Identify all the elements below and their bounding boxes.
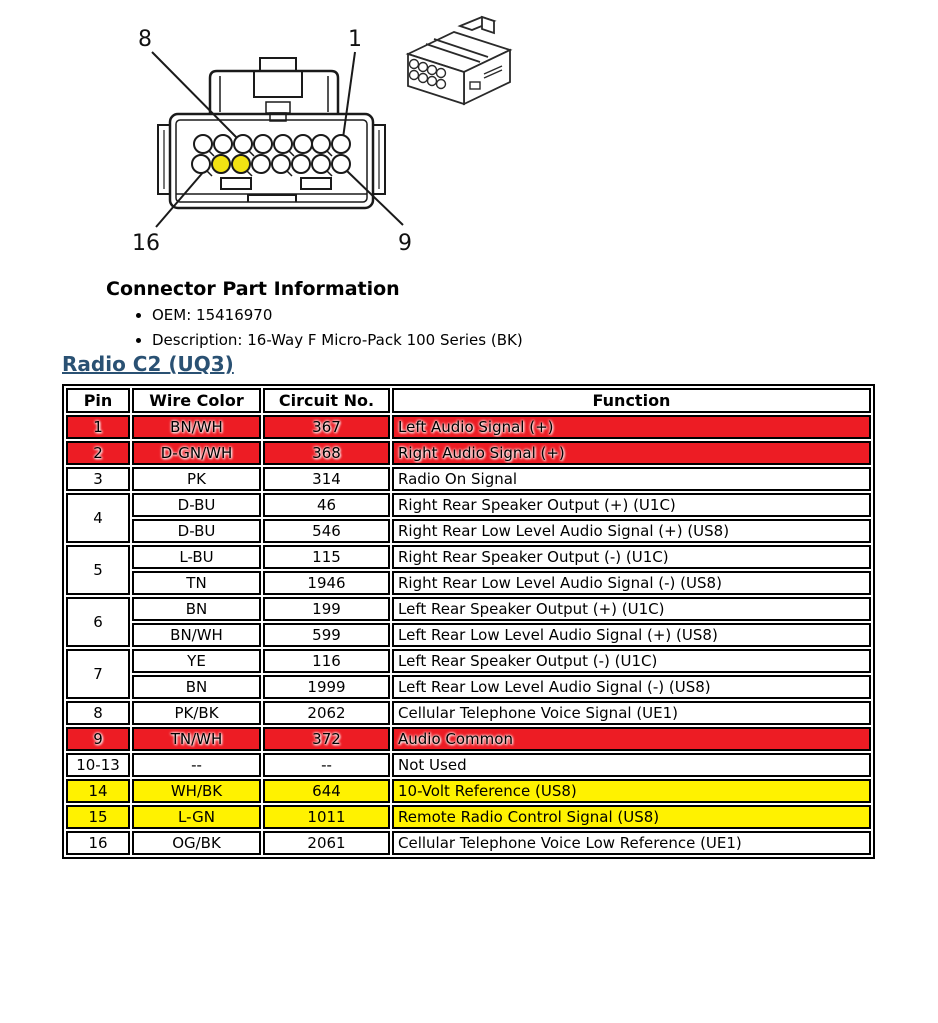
pin-cell: 6 (66, 597, 130, 647)
wire-color-cell: PK/BK (132, 701, 261, 725)
table-header-row (66, 388, 871, 413)
function-cell: Right Rear Low Level Audio Signal (-) (US8) (392, 571, 871, 595)
pin-cell: 5 (66, 545, 130, 595)
table-row (66, 701, 871, 725)
wire-color-cell: D-GN/WH (132, 441, 261, 465)
pin-cell: 8 (66, 701, 130, 725)
table-row (66, 597, 871, 621)
highlighted-pin-15 (212, 155, 230, 173)
circuit-no-cell: 367 (263, 415, 390, 439)
circuit-no-cell: 2062 (263, 701, 390, 725)
circuit-no-cell: 199 (263, 597, 390, 621)
circuit-no-cell: 372 (263, 727, 390, 751)
wire-color-cell: D-BU (132, 519, 261, 543)
circuit-no-cell: 546 (263, 519, 390, 543)
pin-label-bottom-right: 9 (398, 231, 412, 256)
pin-cell: 1 (66, 415, 130, 439)
circuit-no-cell: 1999 (263, 675, 390, 699)
table-row (66, 415, 871, 439)
pin-field (192, 135, 350, 176)
circuit-no-cell: 599 (263, 623, 390, 647)
pin-cell: 10-13 (66, 753, 130, 777)
wire-color-cell: D-BU (132, 493, 261, 517)
circuit-no-cell: 2061 (263, 831, 390, 855)
function-cell: Radio On Signal (392, 467, 871, 491)
table-row (66, 519, 871, 543)
function-cell: Right Audio Signal (+) (392, 441, 871, 465)
table-row (66, 467, 871, 491)
pin-cell: 9 (66, 727, 130, 751)
function-cell: Cellular Telephone Voice Signal (UE1) (392, 701, 871, 725)
function-cell: Left Rear Speaker Output (-) (U1C) (392, 649, 871, 673)
wire-color-cell: TN/WH (132, 727, 261, 751)
pinout-table (62, 384, 875, 859)
wire-color-cell: PK (132, 467, 261, 491)
pin-label-bottom-left: 16 (132, 231, 160, 256)
table-row (66, 675, 871, 699)
function-cell: Left Audio Signal (+) (392, 415, 871, 439)
part-info-list (130, 306, 523, 356)
wire-color-cell: OG/BK (132, 831, 261, 855)
header-pin: Pin (66, 388, 130, 413)
function-cell: Left Rear Speaker Output (+) (U1C) (392, 597, 871, 621)
function-cell: Right Rear Low Level Audio Signal (+) (US8) (392, 519, 871, 543)
table-row (66, 805, 871, 829)
connector-3d-view (408, 17, 510, 104)
circuit-no-cell: 368 (263, 441, 390, 465)
wire-color-cell: BN/WH (132, 623, 261, 647)
header-function: Function (392, 388, 871, 413)
pin-cell: 14 (66, 779, 130, 803)
function-cell: Audio Common (392, 727, 871, 751)
table-row (66, 649, 871, 673)
pin-cell: 3 (66, 467, 130, 491)
function-cell: Cellular Telephone Voice Low Reference (UE1) (392, 831, 871, 855)
function-cell: Right Rear Speaker Output (+) (U1C) (392, 493, 871, 517)
connector-diagram (108, 8, 538, 266)
table-row (66, 441, 871, 465)
wire-color-cell: WH/BK (132, 779, 261, 803)
circuit-no-cell: -- (263, 753, 390, 777)
wire-color-cell: YE (132, 649, 261, 673)
circuit-no-cell: 314 (263, 467, 390, 491)
wire-color-cell: TN (132, 571, 261, 595)
wire-color-cell: -- (132, 753, 261, 777)
table-row (66, 623, 871, 647)
circuit-no-cell: 46 (263, 493, 390, 517)
pin-cell: 7 (66, 649, 130, 699)
circuit-no-cell: 116 (263, 649, 390, 673)
wire-color-cell: BN/WH (132, 415, 261, 439)
part-info-heading: Connector Part Information (106, 278, 400, 300)
header-wire-color: Wire Color (132, 388, 261, 413)
wire-color-cell: L-BU (132, 545, 261, 569)
pin-cell: 4 (66, 493, 130, 543)
function-cell: Left Rear Low Level Audio Signal (-) (US8) (392, 675, 871, 699)
pin-cell: 16 (66, 831, 130, 855)
function-cell: Left Rear Low Level Audio Signal (+) (US8) (392, 623, 871, 647)
section-title[interactable]: Radio C2 (UQ3) (62, 352, 234, 376)
oem-item: • OEM: 15416970 (152, 306, 523, 324)
function-cell: Remote Radio Control Signal (US8) (392, 805, 871, 829)
highlighted-pin-14 (232, 155, 250, 173)
pin-cell: 15 (66, 805, 130, 829)
table-row (66, 545, 871, 569)
table-row (66, 753, 871, 777)
circuit-no-cell: 1011 (263, 805, 390, 829)
function-cell: Not Used (392, 753, 871, 777)
pin-label-top-left: 8 (138, 27, 152, 52)
wire-color-cell: BN (132, 597, 261, 621)
header-circuit-no: Circuit No. (263, 388, 390, 413)
circuit-no-cell: 644 (263, 779, 390, 803)
description-item: • Description: 16-Way F Micro-Pack 100 Series (BK) (152, 331, 523, 349)
function-cell: Right Rear Speaker Output (-) (U1C) (392, 545, 871, 569)
table-row (66, 493, 871, 517)
function-cell: 10-Volt Reference (US8) (392, 779, 871, 803)
wire-color-cell: BN (132, 675, 261, 699)
table-row (66, 831, 871, 855)
circuit-no-cell: 1946 (263, 571, 390, 595)
pin-cell: 2 (66, 441, 130, 465)
table-row (66, 727, 871, 751)
circuit-no-cell: 115 (263, 545, 390, 569)
pin-label-top-right: 1 (348, 27, 362, 52)
pinout-table-body (66, 415, 871, 855)
wire-color-cell: L-GN (132, 805, 261, 829)
table-row (66, 779, 871, 803)
table-row (66, 571, 871, 595)
